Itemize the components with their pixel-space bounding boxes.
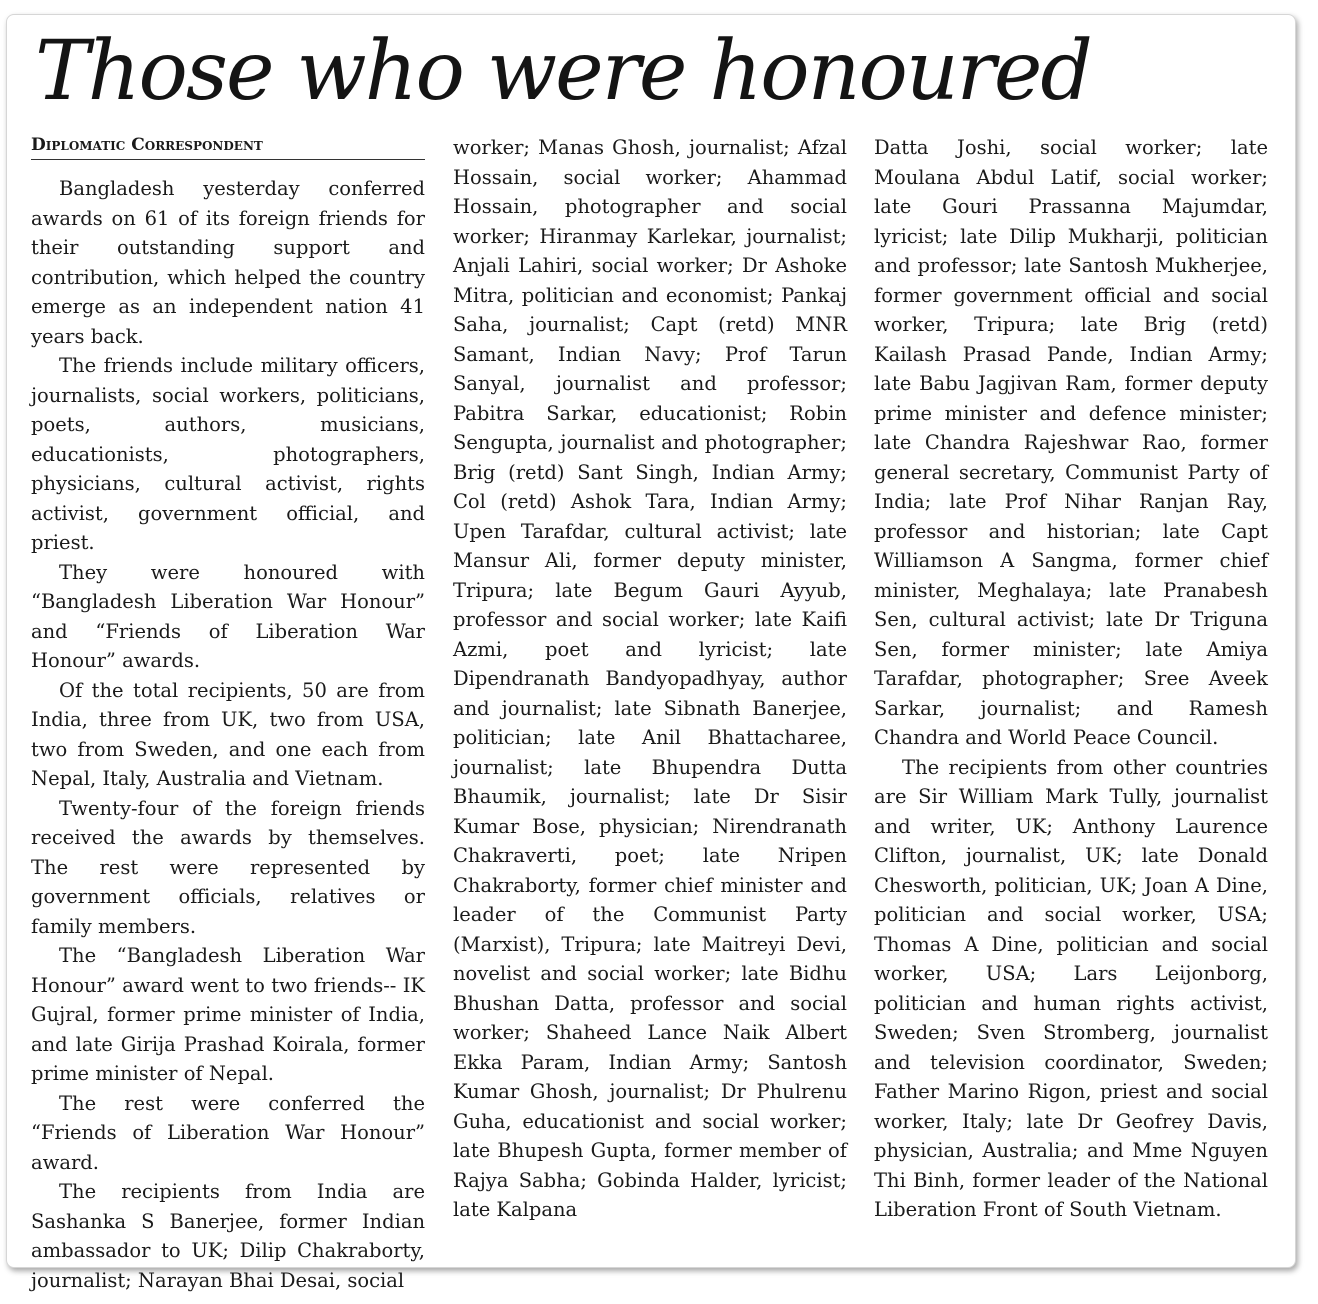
paragraph: Bangladesh yesterday conferred awards on 61 of its foreign friends for their outstanding support and contribution, which helped the country emerge as an independent nation 41 years back. — [31, 177, 425, 348]
column-3 — [874, 133, 1268, 1225]
paragraph: Datta Joshi, social worker; late Moulana Abdul Latif, social worker; late Gouri Prassanna Majumdar, lyricist; late Dilip Mukharji, politician and professor; late Santosh Mukherjee, former government official and social worker, Tripura; late Brig (retd) Kailash Prasad Pande, Indian Army; late Babu Jagjivan Ram, former deputy prime minister and defence minister; late Chandra Rajeshwar Rao, former general secretary, Communist Party of India; late Prof Nihar Ranjan Ray, professor and historian; late Capt Williamson A Sangma, former chief minister, Meghalaya; late Pranabesh Sen, cultural activist; late Dr Triguna Sen, former minister; late Amiya Tarafdar, photographer; Sree Aveek Sarkar, journalist; and Ramesh Chandra and World Peace Council. — [874, 136, 1268, 749]
paragraph: worker; Manas Ghosh, journalist; Afzal Hossain, social worker; Ahammad Hossain, photographer and social worker; Hiranmay Karlekar, journalist; Anjali Lahiri, social worker; Dr Ashoke Mitra, politician and economist; Pankaj Saha, journalist; Capt (retd) MNR Samant, Indian Navy; Prof Tarun Sanyal, journalist and professor; Pabitra Sarkar, educationist; Robin Sengupta, journalist and photographer; Brig (retd) Sant Singh, Indian Army; Col (retd) Ashok Tara, Indian Army; Upen Tarafdar, cultural activist; late Mansur Ali, former deputy minister, Tripura; late Begum Gauri Ayyub, professor and social worker; late Kaifi Azmi, poet and lyricist; late Dipendranath Bandyopadhyay, author and journalist; late Sibnath Banerjee, politician; late Anil Bhattacharee, journalist; late Bhupendra Dutta Bhaumik, journalist; late Dr Sisir Kumar Bose, physician; Nirendranath Chakraverti, poet; late Nripen Chakraborty, former chief minister and leader of the Communist Party (Marxist), Tripura; late Maitreyi Devi, novelist and social worker; late Bidhu Bhushan Datta, professor and social worker; Shaheed Lance Naik Albert Ekka Param, Indian Army; Santosh Kumar Ghosh, journalist; Dr Phulrenu Guha, educationist and social worker; late Bhupesh Gupta, former member of Rajya Sabha; Gobinda Halder, lyricist; late Kalpana — [453, 136, 847, 1221]
paragraph: The recipients from other countries are Sir William Mark Tully, journalist and writer, UK; Anthony Laurence Clifton, journalist, UK; late Donald Chesworth, politician, UK; Joan A Dine, politician and social worker, USA; Thomas A Dine, politician and social worker, USA; Lars Leijonborg, politician and human rights activist, Sweden; Sven Stromberg, journalist and television coordinator, Sweden; Father Marino Rigon, priest and social worker, Italy; late Dr Geofrey Davis, physician, Australia; and Mme Nguyen Thi Binh, former leader of the National Liberation Front of South Vietnam. — [874, 755, 1268, 1221]
paragraph: The recipients from India are Sashanka S Banerjee, former Indian ambassador to UK; Dilip Chakraborty, journalist; Narayan Bhai Desai, social — [31, 1180, 425, 1292]
paragraph: Of the total recipients, 50 are from India, three from UK, two from USA, two from Sweden, and one each from Nepal, Italy, Australia and Vietnam. — [31, 678, 425, 790]
byline: Diplomatic Correspondent — [31, 133, 425, 160]
newspaper-clipping — [6, 14, 1296, 1292]
paragraph: The rest were conferred the “Friends of Liberation War Honour” award. — [31, 1091, 425, 1174]
paragraph: The “Bangladesh Liberation War Honour” award went to two friends-- IK Gujral, former prime minister of India, and late Girija Prashad Koirala, former prime minister of Nepal. — [31, 944, 425, 1085]
paragraph: Twenty-four of the foreign friends received the awards by themselves. The rest were represented by government officials, relatives or family members. — [31, 796, 425, 938]
paragraph: The friends include military officers, journalists, social workers, politicians, poets, authors, musicians, educationists, photographers, physicians, cultural activist, rights activist, government official, and priest. — [31, 354, 425, 554]
paragraph: They were honoured with “Bangladesh Liberation War Honour” and “Friends of Liberation War Honour” awards. — [31, 560, 425, 672]
headline: Those who were honoured — [35, 24, 1091, 119]
column-1 — [31, 133, 425, 1295]
column-2 — [453, 133, 847, 1225]
